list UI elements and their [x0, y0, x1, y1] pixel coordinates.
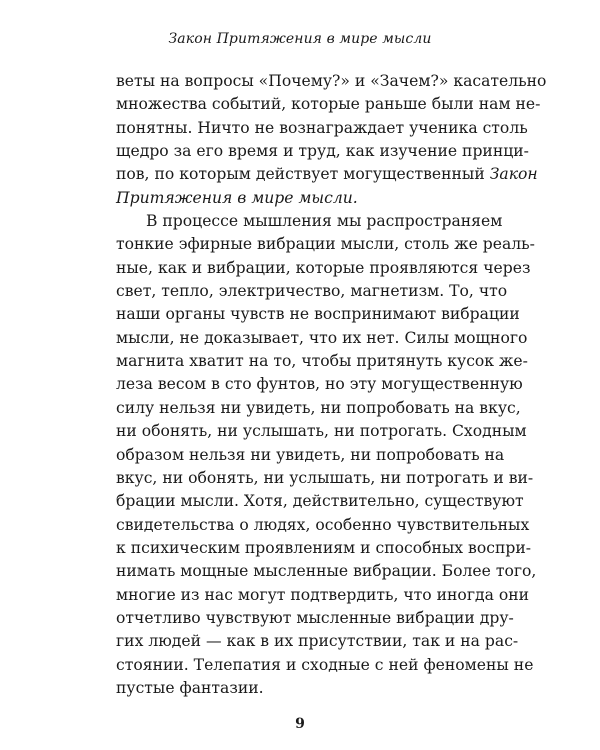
text-line: мысли, не доказывает, что их нет. Силы мощного [116, 328, 528, 347]
text-line: стоянии. Телепатия и сходные с ней феномены не [116, 655, 534, 674]
text-line: наши органы чувств не воспринимают вибрации [116, 305, 520, 324]
text-line-with-italic [116, 163, 538, 186]
text-line: свет, тепло, электричество, магнетизм. То, что [116, 282, 508, 301]
text-line: вкус, ни обонять, ни услышать, ни потрогать и ви- [116, 468, 534, 487]
text-line: свидетельства о людях, особенно чувствительных [116, 515, 530, 534]
text-line: ни обонять, ни услышать, ни потрогать. Сходным [116, 422, 527, 441]
text-line: магнита хватит на то, чтобы притянуть кусок же- [116, 352, 528, 371]
text-line: тонкие эфирные вибрации мысли, столь же реаль- [116, 235, 535, 254]
text-line: В процессе мышления мы распространяем [146, 212, 503, 231]
text-line: многие из нас могут подтвердить, что иногда они [116, 585, 530, 604]
text-line: нимать мощные мысленные вибрации. Более того, [116, 562, 537, 581]
running-head: Закон Притяжения в мире мысли [168, 31, 432, 47]
text-line: брации мысли. Хотя, действительно, существуют [116, 492, 524, 511]
italic-term: Закон [489, 165, 538, 184]
text-line: щедро за его время и труд, как изучение принци- [116, 142, 529, 161]
body-text [116, 70, 547, 700]
text-line: леза весом в сто фунтов, но эту могущественную [116, 375, 523, 394]
text-line: пустые фантазии. [116, 678, 264, 697]
text-line-italic: Притяжения в мире мысли. [116, 188, 358, 207]
text-line: понятны. Ничто не вознаграждает ученика столь [116, 118, 528, 137]
text-line: множества событий, которые раньше были нам не- [116, 95, 541, 114]
text-line: гих людей — как в их присутствии, так и на рас- [116, 632, 519, 651]
text-line: образом нельзя ни увидеть, ни попробовать на [116, 445, 505, 464]
page-number: 9 [295, 716, 305, 732]
text-line: ные, как и вибрации, которые проявляются через [116, 258, 531, 277]
text-line: отчетливо чувствуют мысленные вибрации дру- [116, 608, 514, 627]
text-line-segment: пов, по которым действует могущественный [116, 165, 485, 184]
text-line: силу нельзя ни увидеть, ни попробовать на вкус, [116, 398, 521, 417]
text-line: веты на вопросы «Почему?» и «Зачем?» касательно [116, 72, 547, 90]
text-line: к психическим проявлениям и способных воспри- [116, 538, 532, 557]
